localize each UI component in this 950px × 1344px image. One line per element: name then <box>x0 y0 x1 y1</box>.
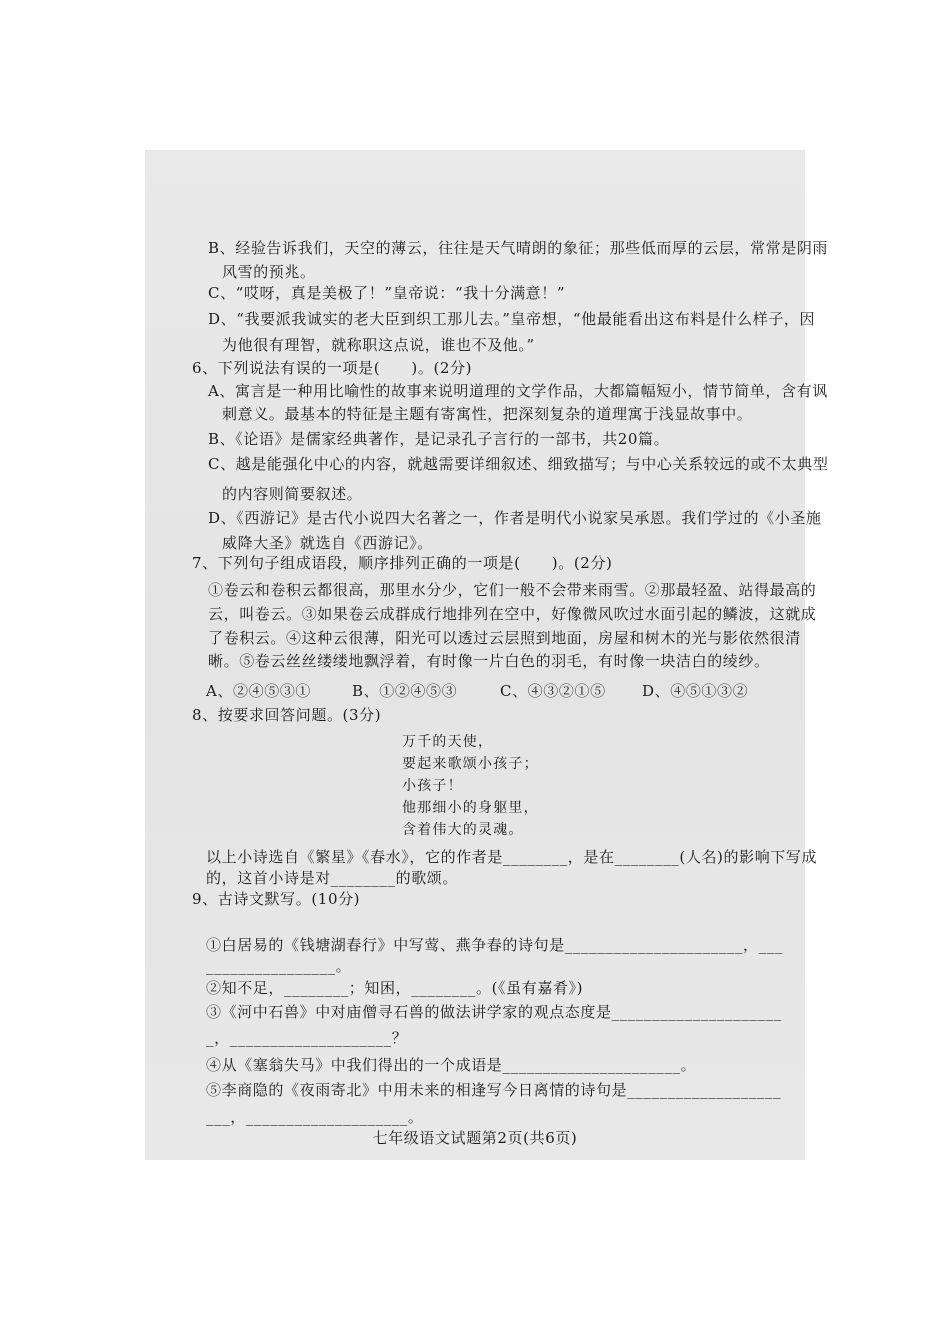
q9-item-2: ②知不足，________；知困，________。(《虽有嘉肴》) <box>206 979 584 997</box>
q6-option-d: D、《西游记》是古代小说四大名著之一，作者是明代小说家吴承恩。我们学过的《小圣施 <box>208 509 822 527</box>
q8-prompt-cont: 的，这首小诗是对________的歌颂。 <box>206 869 459 887</box>
q7-question: 7、下列句子组成语段，顺序排列正确的一项是( )。(2分) <box>192 554 613 572</box>
q5-option-d-cont: 为他很有理智，就称职这点说，谁也不及他。” <box>222 336 535 354</box>
q5-option-d: D、“我要派我诚实的老大臣到织工那儿去。”皇帝想，“他最能看出这布料是什么样子，因 <box>208 310 816 328</box>
q5-option-c: C、“哎呀，真是美极了！”皇帝说：“我十分满意！” <box>208 284 566 302</box>
page-footer: 七年级语文试题第2页(共6页) <box>372 1129 578 1147</box>
q8-question: 8、按要求回答问题。(3分) <box>192 706 382 724</box>
q6-option-a-cont: 刺意义。最基本的特征是主题有寄寓性，把深刻复杂的道理寓于浅显故事中。 <box>222 405 753 423</box>
poem-line: 小孩子！ <box>402 778 463 794</box>
q6-option-c: C、越是能强化中心的内容，就越需要详细叙述、细致描写；与中心关系较远的或不太典型 <box>208 455 829 473</box>
q6-option-d-cont: 威降大圣》就选自《西游记》。 <box>222 534 433 552</box>
q7-choice-d: D、④⑤①③② <box>642 682 749 700</box>
q6-question: 6、下列说法有误的一项是( )。(2分) <box>192 359 473 377</box>
q6-option-b: B、《论语》是儒家经典著作，是记录孔子言行的一部书，共20篇。 <box>208 430 670 448</box>
q9-item-5: ⑤李商隐的《夜雨寄北》中用未来的相逢写今日离情的诗句是___________________ <box>206 1081 782 1099</box>
q7-passage-line: 了卷积云。④这种云很薄，阳光可以透过云层照到地面，房屋和树木的光与影依然很清 <box>208 629 801 647</box>
q9-question: 9、古诗文默写。(10分) <box>192 890 361 908</box>
q5-option-b: B、经验告诉我们，天空的薄云，往往是天气晴朗的象征；那些低而厚的云层，常常是阴雨 <box>208 239 829 257</box>
q6-option-c-cont: 的内容则简要叙述。 <box>222 485 363 503</box>
q7-passage-line: 晰。⑤卷云丝丝缕缕地飘浮着，有时像一片白色的羽毛，有时像一块洁白的绫纱。 <box>208 652 770 670</box>
q7-choice-a: A、②④⑤③① <box>206 682 312 700</box>
q6-option-a: A、寓言是一种用比喻性的故事来说明道理的文学作品，大都篇幅短小，情节简单，含有讽 <box>208 382 828 400</box>
poem-line: 万千的天使， <box>402 734 494 750</box>
q7-passage-line: ①卷云和卷积云都很高，那里水分少，它们一般不会带来雨雪。②那最轻盈、站得最高的 <box>208 581 817 599</box>
q7-choice-b: B、①②④⑤③ <box>352 682 458 700</box>
q9-item-1: ①白居易的《钱塘湖春行》中写莺、燕争春的诗句是______________________，___ <box>206 936 783 954</box>
q9-item-1-cont: ________________。 <box>206 957 352 975</box>
q7-passage-line: 云，叫卷云。③如果卷云成群成行地排列在空中，好像微风吹过水面引起的鳞波，这就成 <box>208 605 817 623</box>
poem-line: 含着伟大的灵魂。 <box>402 822 524 838</box>
poem-line: 要起来歌颂小孩子； <box>402 756 539 772</box>
q9-item-3-cont: _，____________________？ <box>206 1029 408 1047</box>
q7-choice-c: C、④③②①⑤ <box>500 682 606 700</box>
poem-line: 他那细小的身躯里， <box>402 800 539 816</box>
q5-option-b-cont: 风雪的预兆。 <box>222 263 316 281</box>
q8-prompt: 以上小诗选自《繁星》《春水》，它的作者是________，是在________(人名)的影响下写成 <box>206 848 818 866</box>
q9-item-3: ③《河中石兽》中对庙僧寻石兽的做法讲学家的观点态度是_____________________ <box>206 1003 782 1021</box>
q9-item-5-cont: ___，____________________。 <box>206 1108 424 1126</box>
q9-item-4: ④从《塞翁失马》中我们得出的一个成语是______________________。 <box>206 1056 697 1074</box>
